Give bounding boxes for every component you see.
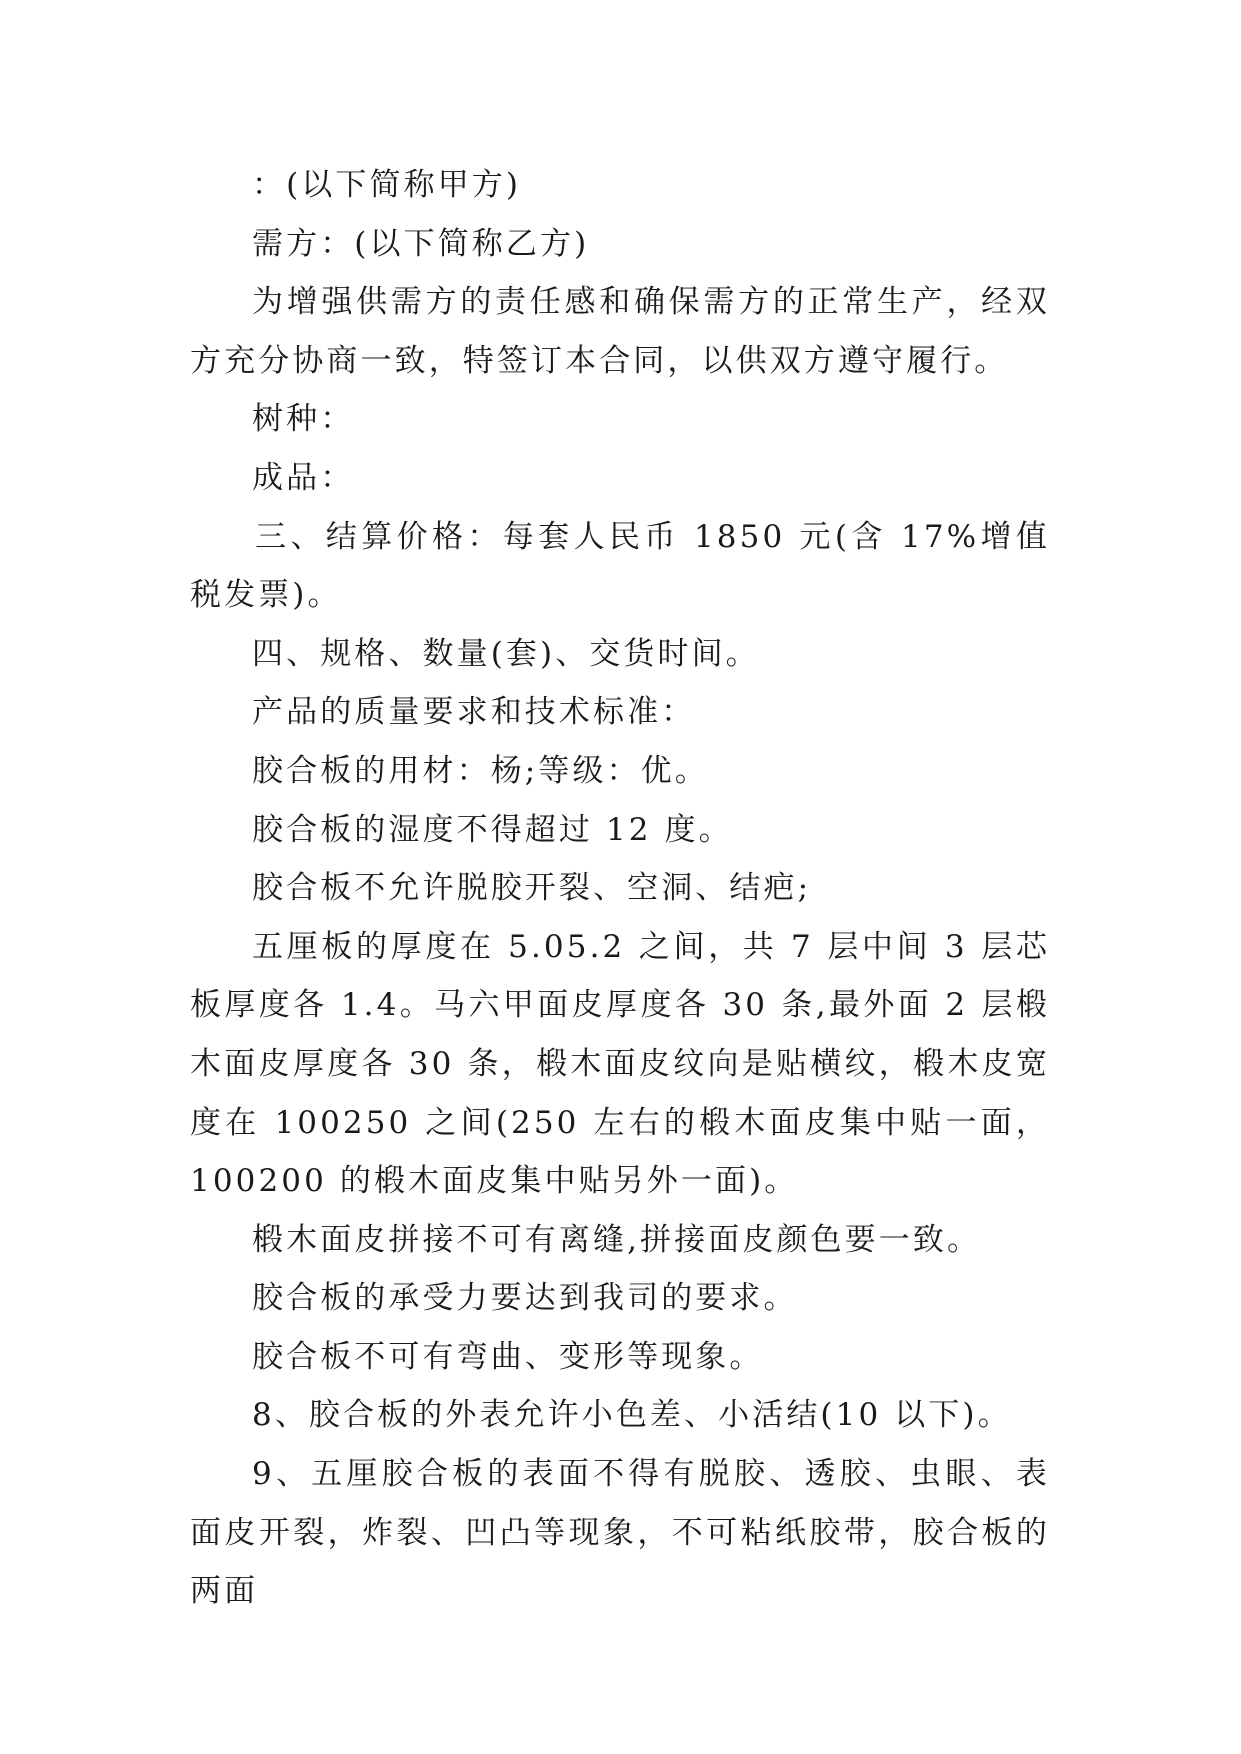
- paragraph-settlement-price: 三、结算价格：每套人民币 1850 元(含 17%增值税发票)。: [190, 518, 1050, 614]
- paragraph-buyer: 需方：(以下简称乙方): [252, 225, 590, 262]
- paragraph-quality-standards: 产品的质量要求和技术标准：: [252, 694, 696, 731]
- paragraph-no-warping: 胶合板不可有弯曲、变形等现象。: [252, 1338, 764, 1375]
- paragraph-tree-species: 树种：: [252, 401, 355, 438]
- paragraph-material: 胶合板的用材：杨;等级：优。: [252, 752, 709, 789]
- paragraph-supplier: ：(以下简称甲方): [252, 167, 522, 203]
- paragraph-purpose: 为增强供需方的责任感和确保需方的正常生产，经双方充分协商一致，特签订本合同，以供双方遵守履行。: [190, 284, 1050, 379]
- paragraph-load-capacity: 胶合板的承受力要达到我司的要求。: [252, 1280, 798, 1317]
- paragraph-thickness: 五厘板的厚度在 5.05.2 之间，共 7 层中间 3 层芯板厚度各 1.4。马六甲面皮厚度各 30 条,最外面 2 层椴木面皮厚度各 30 条，椴木面皮纹向是贴横纹，椴木皮宽度在 100250 之间(250 左右的椴木面皮集中贴一面，100200 的椴木面皮集中贴另外一面)。: [190, 928, 1050, 1200]
- paragraph-finished-product: 成品：: [252, 459, 355, 496]
- paragraph-humidity: 胶合板的湿度不得超过 12 度。: [252, 811, 733, 848]
- document-body: [190, 156, 1050, 1621]
- paragraph-item-8: 8、胶合板的外表允许小色差、小活结(10 以下)。: [252, 1397, 1012, 1434]
- paragraph-spec-quantity: 四、规格、数量(套)、交货时间。: [252, 635, 760, 672]
- paragraph-no-defects: 胶合板不允许脱胶开裂、空洞、结疤;: [252, 870, 812, 907]
- paragraph-veneer-joint: 椴木面皮拼接不可有离缝,拼接面皮颜色要一致。: [252, 1221, 982, 1258]
- paragraph-item-9: 9、五厘胶合板的表面不得有脱胶、透胶、虫眼、表面皮开裂，炸裂、凹凸等现象，不可粘纸胶带，胶合板的两面: [190, 1456, 1050, 1610]
